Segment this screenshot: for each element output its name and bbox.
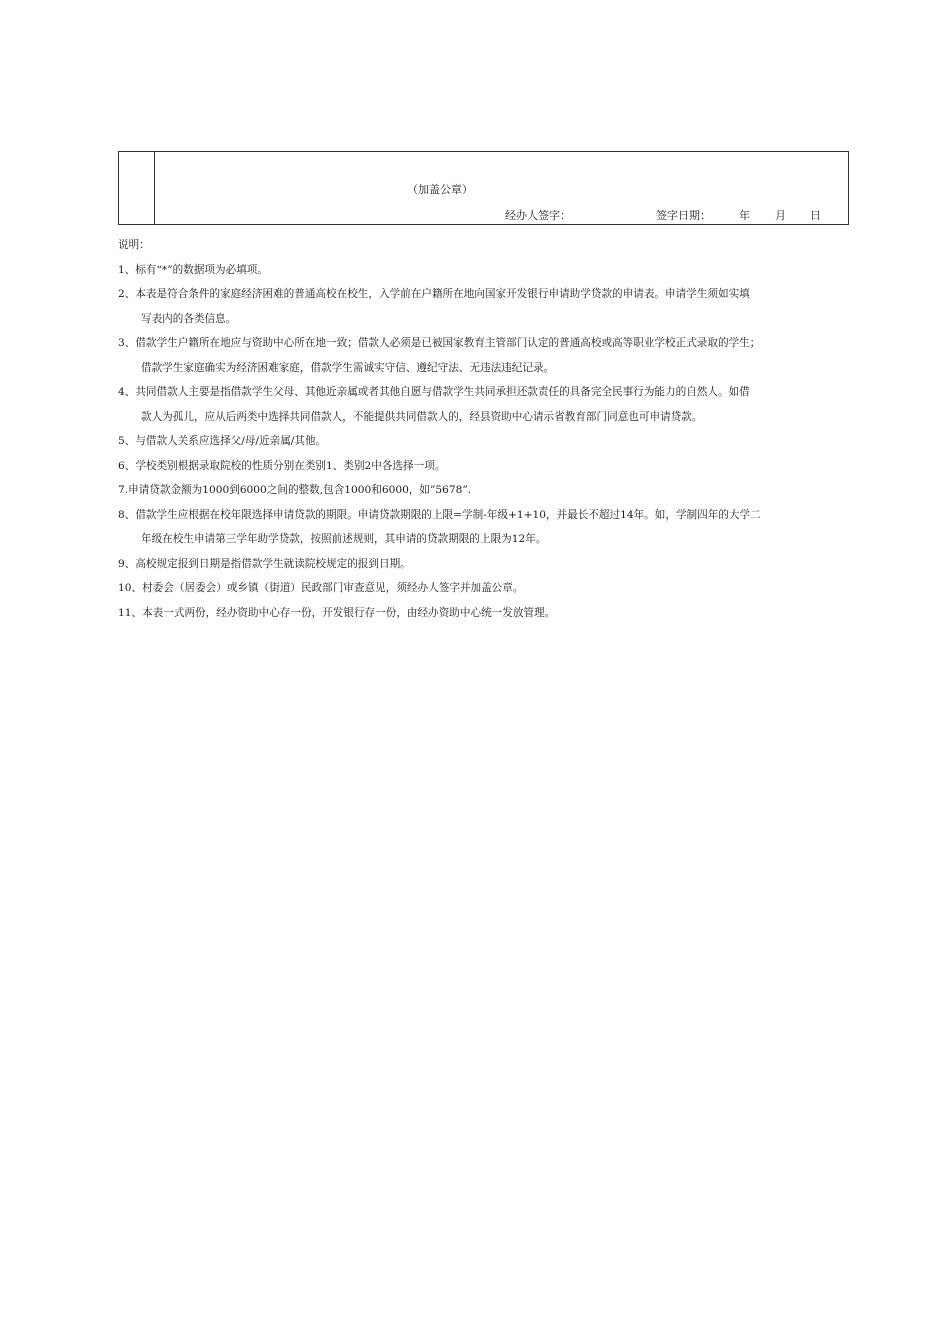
approval-form-box bbox=[118, 151, 849, 225]
signature-date-label: 签字日期： bbox=[656, 209, 711, 222]
instruction-item bbox=[118, 478, 848, 503]
instruction-line: 7.申请贷款金额为1000到6000之间的整数,包含1000和6000，如”5678”. bbox=[118, 484, 472, 496]
instruction-line: 10、村委会（居委会）或乡镇（街道）民政部门审查意见，须经办人签字并加盖公章。 bbox=[118, 582, 524, 594]
instruction-line: 8、借款学生应根据在校年限选择申请贷款的期限。申请贷款期限的上限=学制-年级+1+10，并最长不超过14年。如，学制四年的大学二 bbox=[118, 508, 761, 521]
instruction-line: 3、借款学生户籍所在地应与资助中心所在地一致；借款人必须是已被国家教育主管部门认定的普通高校或高等职业学校正式录取的学生； bbox=[118, 337, 761, 349]
instruction-item bbox=[118, 454, 848, 479]
instructions-title: 说明： bbox=[118, 239, 150, 251]
date-year-unit: 年 bbox=[739, 209, 750, 222]
instruction-item bbox=[118, 503, 848, 552]
instruction-line: 9、高校规定报到日期是指借款学生就读院校规定的报到日期。 bbox=[118, 557, 411, 570]
instruction-line-continued: 写表内的各类信息。 bbox=[141, 312, 237, 325]
instruction-line: 5、与借款人关系应选择父/母/近亲属/其他。 bbox=[118, 435, 327, 447]
instruction-line-continued: 款人为孤儿，应从后两类中选择共同借款人，不能提供共同借款人的，经县资助中心请示省教育部门同意也可申请贷款。 bbox=[141, 410, 703, 423]
handler-signature-label: 经办人签字： bbox=[505, 209, 571, 222]
instruction-line: 2、本表是符合条件的家庭经济困难的普通高校在校生，入学前在户籍所在地向国家开发银行申请助学贷款的申请表。申请学生须如实填 bbox=[118, 288, 750, 300]
instruction-item bbox=[118, 552, 848, 577]
date-day-unit: 日 bbox=[810, 209, 821, 222]
form-label-column bbox=[119, 152, 155, 224]
instruction-item bbox=[118, 576, 848, 601]
instruction-line-continued: 年级在校生申请第三学年助学贷款，按照前述规则，其申请的贷款期限的上限为12年。 bbox=[141, 533, 547, 545]
instruction-line-continued: 借款学生家庭确实为经济困难家庭，借款学生需诚实守信、遵纪守法、无违法违纪记录。 bbox=[141, 361, 555, 374]
instruction-item bbox=[118, 429, 848, 454]
instruction-item bbox=[118, 282, 848, 331]
instruction-item bbox=[118, 601, 848, 626]
instruction-line: 1、标有“*”的数据项为必填项。 bbox=[118, 263, 268, 276]
instructions-section bbox=[118, 233, 848, 625]
date-month-unit: 月 bbox=[775, 209, 786, 222]
instruction-line: 6、学校类别根据录取院校的性质分别在类别1、类别2中各选择一项。 bbox=[118, 459, 446, 472]
instruction-item bbox=[118, 331, 848, 380]
official-seal-note: （加盖公章） bbox=[407, 183, 473, 196]
instruction-line: 4、共同借款人主要是指借款学生父母、其他近亲属或者其他自愿与借款学生共同承担还款责任的具备完全民事行为能力的自然人。如借 bbox=[118, 386, 750, 398]
instruction-item bbox=[118, 258, 848, 283]
instruction-item bbox=[118, 380, 848, 429]
instruction-line: 11、本表一式两份，经办资助中心存一份，开发银行存一份，由经办资助中心统一发放管理。 bbox=[118, 606, 556, 619]
